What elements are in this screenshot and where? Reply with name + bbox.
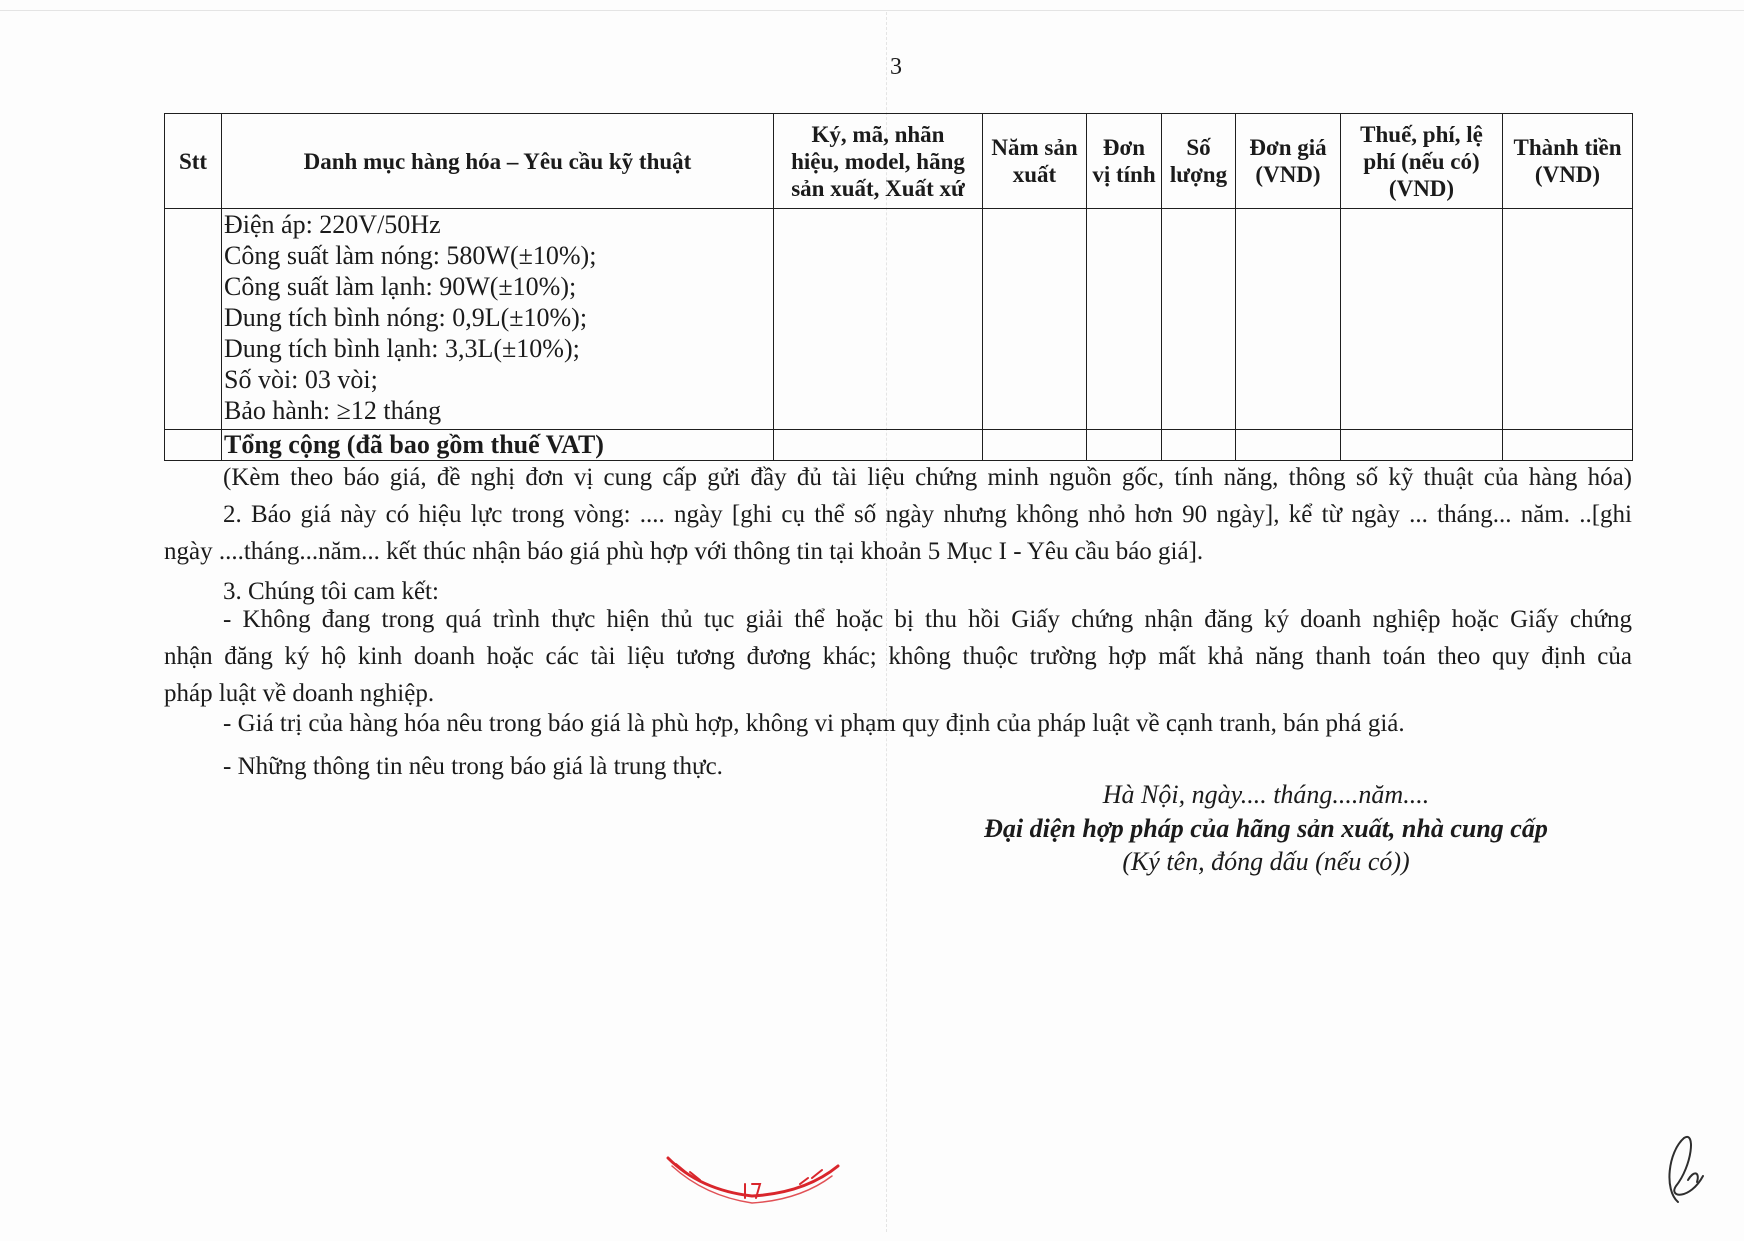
- attachment-note: (Kèm theo báo giá, đề nghị đơn vị cung cấp gửi đầy đủ tài liệu chứng minh nguồn gốc, tính năng, thông số kỹ thuật của hàng hóa): [223, 464, 1632, 491]
- cell-quantity: [1162, 209, 1236, 430]
- total-label: Tổng cộng (đã bao gồm thuế VAT): [222, 430, 774, 461]
- spec-line: Dung tích bình nóng: 0,9L(±10%);: [224, 303, 588, 332]
- stamp-fragment: [668, 1158, 838, 1203]
- header-goods-description-label: Danh mục hàng hóa – Yêu cầu kỹ thuật: [303, 148, 692, 174]
- header-tax-line: phí (nếu có): [1363, 148, 1480, 174]
- spec-line: Công suất làm nóng: 580W(±10%);: [224, 241, 597, 270]
- spec-line: Điện áp: 220V/50Hz: [224, 210, 441, 239]
- quotation-table: [164, 113, 1633, 461]
- cell-unit: [1087, 430, 1162, 461]
- commitment-line: nhận đăng ký hộ kinh doanh hoặc các tài liệu tương đương khác; không thuộc trường hợp mất khả năng thanh toán theo quy định của: [164, 643, 1632, 670]
- cell-brand-model-origin: [774, 209, 983, 430]
- cell-total-amount: [1503, 430, 1633, 461]
- header-unit-line: Đơn: [1102, 135, 1146, 160]
- header-goods-description: [222, 114, 774, 209]
- spec-line: Số vòi: 03 vòi;: [224, 365, 378, 394]
- commitment-line: pháp luật về doanh nghiệp.: [164, 680, 435, 707]
- header-unit-price: [1236, 114, 1341, 209]
- header-brand-model-origin: [774, 114, 983, 209]
- cell-unit-price: [1236, 209, 1341, 430]
- spec-line: Dung tích bình lạnh: 3,3L(±10%);: [224, 334, 580, 363]
- cell-total-amount: [1503, 209, 1633, 430]
- signature-mark: [1669, 1137, 1703, 1202]
- cell-stt: [165, 209, 222, 430]
- spec-line: Bảo hành: ≥12 tháng: [224, 396, 442, 425]
- header-quantity-line: Số: [1186, 135, 1211, 160]
- table-header-row: [165, 114, 1633, 209]
- header-quantity-line: lượng: [1169, 162, 1228, 187]
- cell-manufacture-year: [983, 430, 1087, 461]
- cell-goods-specs: [222, 209, 774, 430]
- header-unit-line: vị tính: [1092, 162, 1156, 187]
- cell-tax-fee: [1341, 430, 1503, 461]
- cell-tax-fee: [1341, 209, 1503, 430]
- header-stt-label: Stt: [178, 148, 208, 174]
- header-total-amount: [1503, 114, 1633, 209]
- validity-line: ngày ....tháng...năm... kết thúc nhận báo giá phù hợp với thông tin tại khoản 5 Mục I - Yêu cầu báo giá].: [164, 538, 1204, 565]
- commitment-title: 3. Chúng tôi cam kết:: [223, 578, 439, 605]
- header-unit: [1087, 114, 1162, 209]
- header-unit-price-line: Đơn giá: [1249, 135, 1327, 160]
- header-brand-line: hiệu, model, hãng: [791, 148, 965, 174]
- signature-place-date: Hà Nội, ngày.... tháng....năm....: [1102, 780, 1430, 809]
- header-year-line: Năm sản: [991, 135, 1078, 160]
- spec-line: Công suất làm lạnh: 90W(±10%);: [224, 272, 577, 301]
- header-stt: [165, 114, 222, 209]
- commitment-line: - Không đang trong quá trình thực hiện thủ tục giải thể hoặc bị thu hồi Giấy chứng nhận đăng ký doanh nghiệp hoặc Giấy chứng: [223, 606, 1632, 633]
- cell-unit-price: [1236, 430, 1341, 461]
- page-number: 3: [890, 54, 902, 80]
- header-amount-line: Thành tiền: [1513, 135, 1622, 160]
- commitment-line: - Những thông tin nêu trong báo giá là trung thực.: [223, 753, 723, 780]
- header-amount-line: (VND): [1534, 162, 1601, 187]
- table-row: [165, 209, 1633, 430]
- header-brand-line: Ký, mã, nhãn: [811, 121, 945, 147]
- header-tax-fee: [1341, 114, 1503, 209]
- commitment-line: - Giá trị của hàng hóa nêu trong báo giá là phù hợp, không vi phạm quy định của pháp luật về cạnh tranh, bán phá giá.: [223, 710, 1405, 737]
- cell-stt: [165, 430, 222, 461]
- header-brand-line: sản xuất, Xuất xứ: [791, 175, 965, 201]
- header-quantity: [1162, 114, 1236, 209]
- scan-edge: [0, 10, 1744, 11]
- header-unit-price-line: (VND): [1255, 162, 1321, 187]
- cell-unit: [1087, 209, 1162, 430]
- header-tax-line: (VND): [1388, 175, 1455, 201]
- validity-line: 2. Báo giá này có hiệu lực trong vòng: .... ngày [ghi cụ thể số ngày nhưng không nhỏ hơn 90 ngày], kể từ ngày ... tháng... năm. ..[ghi: [223, 501, 1632, 528]
- signature-instruction: (Ký tên, đóng dấu (nếu có)): [1122, 847, 1410, 876]
- header-year-line: xuất: [1012, 162, 1057, 187]
- cell-brand-model-origin: [774, 430, 983, 461]
- cell-quantity: [1162, 430, 1236, 461]
- cell-manufacture-year: [983, 209, 1087, 430]
- table-total-row: [165, 430, 1633, 461]
- signature-representative: Đại diện hợp pháp của hãng sản xuất, nhà cung cấp: [984, 814, 1548, 843]
- header-tax-line: Thuế, phí, lệ: [1360, 121, 1483, 147]
- header-manufacture-year: [983, 114, 1087, 209]
